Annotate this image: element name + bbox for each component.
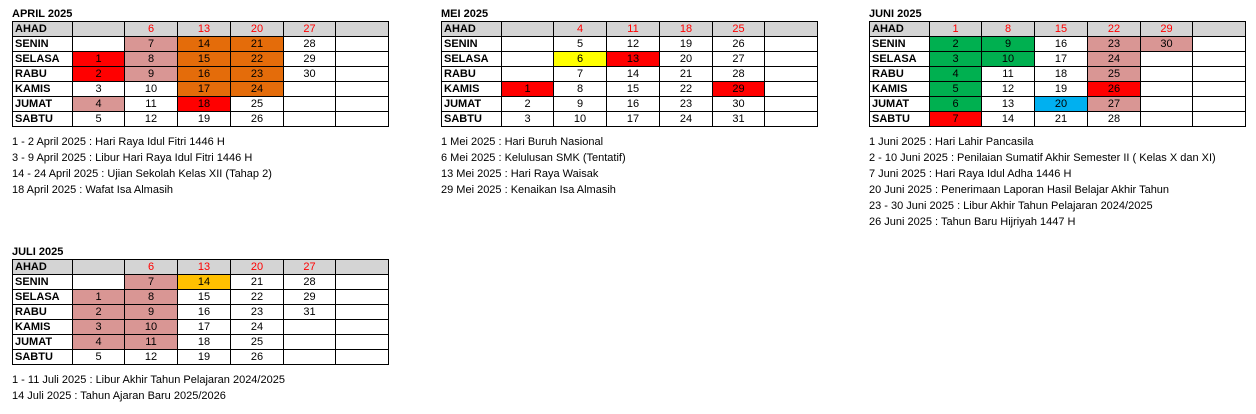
date-cell (765, 82, 818, 97)
date-cell (284, 350, 336, 365)
date-cell: 12 (982, 82, 1035, 97)
date-cell (73, 22, 125, 37)
date-cell: 20 (660, 52, 713, 67)
date-cell: 6 (930, 97, 982, 112)
calendar-row (870, 97, 1246, 112)
date-cell: 22 (1088, 22, 1141, 37)
date-cell (765, 52, 818, 67)
date-cell: 18 (1035, 67, 1088, 82)
date-cell: 3 (73, 82, 125, 97)
date-cell: 13 (607, 52, 660, 67)
date-cell (1193, 67, 1246, 82)
date-cell: 7 (125, 37, 178, 52)
date-cell: 10 (125, 320, 178, 335)
date-cell: 9 (554, 97, 607, 112)
event-note: 2 - 10 Juni 2025 : Penilaian Sumatif Akhir Semester II ( Kelas X dan XI) (869, 152, 1216, 164)
date-cell: 11 (982, 67, 1035, 82)
date-cell: 18 (660, 22, 713, 37)
date-cell (502, 37, 554, 52)
date-cell (1141, 82, 1193, 97)
date-cell (284, 82, 336, 97)
date-cell: 11 (125, 335, 178, 350)
date-cell: 24 (1088, 52, 1141, 67)
date-cell (284, 112, 336, 127)
date-cell: 16 (607, 97, 660, 112)
calendar-table (12, 21, 389, 127)
event-note: 20 Juni 2025 : Penerimaan Laporan Hasil Belajar Akhir Tahun (869, 184, 1170, 196)
event-note: 6 Mei 2025 : Kelulusan SMK (Tentatif) (441, 152, 626, 164)
day-label: SENIN (13, 37, 73, 52)
event-notes (869, 134, 1216, 230)
calendar-row (870, 22, 1246, 37)
date-cell: 20 (1035, 97, 1088, 112)
date-cell: 25 (231, 335, 284, 350)
date-cell: 20 (231, 260, 284, 275)
date-cell: 1 (73, 290, 125, 305)
date-cell: 13 (982, 97, 1035, 112)
date-cell: 1 (930, 22, 982, 37)
date-cell (336, 335, 389, 350)
date-cell (502, 67, 554, 82)
calendar-row (870, 52, 1246, 67)
day-label: JUMAT (13, 97, 73, 112)
date-cell: 20 (231, 22, 284, 37)
date-cell: 1 (502, 82, 554, 97)
day-label: AHAD (442, 22, 502, 37)
date-cell: 31 (284, 305, 336, 320)
date-cell (1193, 52, 1246, 67)
date-cell (336, 350, 389, 365)
day-label: JUMAT (13, 335, 73, 350)
day-label: AHAD (13, 22, 73, 37)
date-cell: 25 (1088, 67, 1141, 82)
date-cell: 5 (73, 350, 125, 365)
day-label: KAMIS (13, 320, 73, 335)
date-cell (284, 335, 336, 350)
calendar-table (12, 259, 389, 365)
event-note: 14 - 24 April 2025 : Ujian Sekolah Kelas XII (Tahap 2) (12, 168, 272, 180)
calendar-row (442, 67, 818, 82)
calendar-row (870, 82, 1246, 97)
date-cell: 16 (178, 305, 231, 320)
event-notes (12, 372, 285, 404)
day-label: RABU (442, 67, 502, 82)
calendar-row (13, 67, 389, 82)
date-cell: 24 (231, 82, 284, 97)
date-cell (1141, 112, 1193, 127)
date-cell: 30 (713, 97, 765, 112)
date-cell: 27 (1088, 97, 1141, 112)
date-cell: 28 (284, 275, 336, 290)
date-cell: 2 (502, 97, 554, 112)
date-cell: 18 (178, 97, 231, 112)
date-cell: 25 (231, 97, 284, 112)
month-title: JULI 2025 (12, 246, 64, 258)
date-cell: 8 (982, 22, 1035, 37)
event-note: 13 Mei 2025 : Hari Raya Waisak (441, 168, 599, 180)
calendar-row (442, 37, 818, 52)
calendar-row (13, 305, 389, 320)
date-cell: 5 (73, 112, 125, 127)
date-cell (1193, 37, 1246, 52)
date-cell: 21 (660, 67, 713, 82)
date-cell (336, 52, 389, 67)
date-cell: 15 (1035, 22, 1088, 37)
date-cell: 25 (713, 22, 765, 37)
calendar-row (13, 22, 389, 37)
calendar-row (13, 275, 389, 290)
date-cell (336, 97, 389, 112)
date-cell: 6 (125, 260, 178, 275)
date-cell: 19 (178, 350, 231, 365)
date-cell: 21 (231, 275, 284, 290)
date-cell (336, 82, 389, 97)
calendar-row (13, 335, 389, 350)
calendar-row (13, 112, 389, 127)
calendar-row (870, 112, 1246, 127)
date-cell: 29 (284, 290, 336, 305)
date-cell: 7 (554, 67, 607, 82)
date-cell (765, 67, 818, 82)
calendar-row (13, 260, 389, 275)
month-title: APRIL 2025 (12, 8, 73, 20)
date-cell: 29 (284, 52, 336, 67)
day-label: SELASA (870, 52, 930, 67)
date-cell: 16 (1035, 37, 1088, 52)
date-cell: 21 (1035, 112, 1088, 127)
date-cell: 12 (125, 350, 178, 365)
date-cell (1141, 67, 1193, 82)
calendar-row (13, 320, 389, 335)
date-cell (73, 275, 125, 290)
date-cell (1193, 97, 1246, 112)
date-cell: 16 (178, 67, 231, 82)
event-note: 1 - 2 April 2025 : Hari Raya Idul Fitri 1446 H (12, 136, 225, 148)
day-label: JUMAT (442, 97, 502, 112)
calendar-row (442, 97, 818, 112)
date-cell: 23 (660, 97, 713, 112)
date-cell (765, 97, 818, 112)
date-cell (765, 112, 818, 127)
date-cell (765, 22, 818, 37)
day-label: RABU (13, 67, 73, 82)
date-cell: 3 (73, 320, 125, 335)
day-label: SENIN (870, 37, 930, 52)
date-cell (284, 97, 336, 112)
date-cell: 17 (607, 112, 660, 127)
calendar-row (13, 350, 389, 365)
date-cell: 13 (178, 260, 231, 275)
calendar-row (13, 290, 389, 305)
date-cell (336, 290, 389, 305)
day-label: AHAD (870, 22, 930, 37)
date-cell (336, 305, 389, 320)
event-note: 14 Juli 2025 : Tahun Ajaran Baru 2025/2026 (12, 390, 226, 402)
date-cell (336, 22, 389, 37)
date-cell: 27 (284, 22, 336, 37)
date-cell: 2 (73, 305, 125, 320)
date-cell: 15 (178, 52, 231, 67)
day-label: SABTU (13, 112, 73, 127)
date-cell (1193, 22, 1246, 37)
date-cell: 18 (178, 335, 231, 350)
date-cell: 22 (231, 52, 284, 67)
date-cell (1141, 52, 1193, 67)
day-label: JUMAT (870, 97, 930, 112)
date-cell: 4 (554, 22, 607, 37)
date-cell: 23 (1088, 37, 1141, 52)
date-cell: 19 (178, 112, 231, 127)
month-title: JUNI 2025 (869, 8, 922, 20)
date-cell: 7 (125, 275, 178, 290)
calendar-table (869, 21, 1246, 127)
day-label: RABU (13, 305, 73, 320)
date-cell (73, 260, 125, 275)
date-cell (502, 52, 554, 67)
calendar-row (13, 82, 389, 97)
date-cell: 14 (982, 112, 1035, 127)
calendar-row (442, 82, 818, 97)
event-note: 7 Juni 2025 : Hari Raya Idul Adha 1446 H (869, 168, 1072, 180)
date-cell: 2 (73, 67, 125, 82)
date-cell: 22 (660, 82, 713, 97)
date-cell: 3 (930, 52, 982, 67)
event-note: 1 Juni 2025 : Hari Lahir Pancasila (869, 136, 1034, 148)
date-cell: 8 (125, 52, 178, 67)
date-cell: 12 (607, 37, 660, 52)
date-cell (336, 112, 389, 127)
date-cell: 29 (713, 82, 765, 97)
date-cell: 24 (660, 112, 713, 127)
calendar-table (441, 21, 818, 127)
date-cell (336, 320, 389, 335)
date-cell (73, 37, 125, 52)
date-cell: 19 (660, 37, 713, 52)
date-cell: 4 (930, 67, 982, 82)
date-cell: 5 (554, 37, 607, 52)
date-cell: 27 (284, 260, 336, 275)
date-cell: 22 (231, 290, 284, 305)
day-label: SABTU (13, 350, 73, 365)
date-cell: 14 (607, 67, 660, 82)
calendar-row (442, 112, 818, 127)
date-cell: 28 (284, 37, 336, 52)
date-cell (1141, 97, 1193, 112)
date-cell (284, 320, 336, 335)
date-cell: 23 (231, 67, 284, 82)
date-cell: 17 (1035, 52, 1088, 67)
calendar-row (870, 67, 1246, 82)
month-title: MEI 2025 (441, 8, 489, 20)
date-cell (336, 67, 389, 82)
date-cell: 11 (125, 97, 178, 112)
event-note: 3 - 9 April 2025 : Libur Hari Raya Idul Fitri 1446 H (12, 152, 253, 164)
date-cell (1193, 82, 1246, 97)
date-cell: 26 (1088, 82, 1141, 97)
date-cell: 6 (125, 22, 178, 37)
calendar-row (442, 52, 818, 67)
date-cell: 1 (73, 52, 125, 67)
date-cell: 17 (178, 320, 231, 335)
calendar-row (870, 37, 1246, 52)
date-cell: 8 (125, 290, 178, 305)
date-cell: 9 (982, 37, 1035, 52)
event-note: 18 April 2025 : Wafat Isa Almasih (12, 184, 174, 196)
date-cell: 10 (125, 82, 178, 97)
date-cell: 21 (231, 37, 284, 52)
date-cell: 10 (554, 112, 607, 127)
date-cell: 10 (982, 52, 1035, 67)
day-label: KAMIS (870, 82, 930, 97)
day-label: KAMIS (13, 82, 73, 97)
day-label: SELASA (442, 52, 502, 67)
date-cell: 9 (125, 67, 178, 82)
date-cell: 31 (713, 112, 765, 127)
date-cell: 23 (231, 305, 284, 320)
date-cell (502, 22, 554, 37)
date-cell: 9 (125, 305, 178, 320)
date-cell: 2 (930, 37, 982, 52)
event-notes (12, 134, 272, 198)
date-cell: 13 (178, 22, 231, 37)
date-cell: 17 (178, 82, 231, 97)
day-label: AHAD (13, 260, 73, 275)
date-cell (336, 37, 389, 52)
day-label: SELASA (13, 290, 73, 305)
date-cell: 4 (73, 97, 125, 112)
event-note: 23 - 30 Juni 2025 : Libur Akhir Tahun Pelajaran 2024/2025 (869, 200, 1153, 212)
event-note: 26 Juni 2025 : Tahun Baru Hijriyah 1447 H (869, 216, 1076, 228)
day-label: SABTU (442, 112, 502, 127)
day-label: SELASA (13, 52, 73, 67)
date-cell: 3 (502, 112, 554, 127)
day-label: RABU (870, 67, 930, 82)
date-cell: 6 (554, 52, 607, 67)
date-cell: 8 (554, 82, 607, 97)
date-cell: 28 (1088, 112, 1141, 127)
event-note: 1 Mei 2025 : Hari Buruh Nasional (441, 136, 604, 148)
calendar-row (442, 22, 818, 37)
date-cell (765, 37, 818, 52)
date-cell: 26 (231, 350, 284, 365)
date-cell (336, 260, 389, 275)
date-cell: 12 (125, 112, 178, 127)
date-cell: 11 (607, 22, 660, 37)
date-cell: 30 (284, 67, 336, 82)
date-cell: 15 (178, 290, 231, 305)
date-cell: 28 (713, 67, 765, 82)
calendar-row (13, 97, 389, 112)
date-cell: 15 (607, 82, 660, 97)
event-note: 1 - 11 Juli 2025 : Libur Akhir Tahun Pelajaran 2024/2025 (12, 374, 285, 386)
day-label: SENIN (442, 37, 502, 52)
day-label: SENIN (13, 275, 73, 290)
date-cell (1193, 112, 1246, 127)
date-cell: 7 (930, 112, 982, 127)
date-cell: 14 (178, 37, 231, 52)
date-cell: 14 (178, 275, 231, 290)
event-notes (441, 134, 626, 198)
event-note: 29 Mei 2025 : Kenaikan Isa Almasih (441, 184, 616, 196)
date-cell: 26 (231, 112, 284, 127)
date-cell: 5 (930, 82, 982, 97)
date-cell: 27 (713, 52, 765, 67)
date-cell: 29 (1141, 22, 1193, 37)
date-cell: 24 (231, 320, 284, 335)
date-cell: 4 (73, 335, 125, 350)
date-cell: 26 (713, 37, 765, 52)
date-cell (336, 275, 389, 290)
calendar-row (13, 37, 389, 52)
calendar-row (13, 52, 389, 67)
day-label: KAMIS (442, 82, 502, 97)
day-label: SABTU (870, 112, 930, 127)
date-cell: 30 (1141, 37, 1193, 52)
date-cell: 19 (1035, 82, 1088, 97)
